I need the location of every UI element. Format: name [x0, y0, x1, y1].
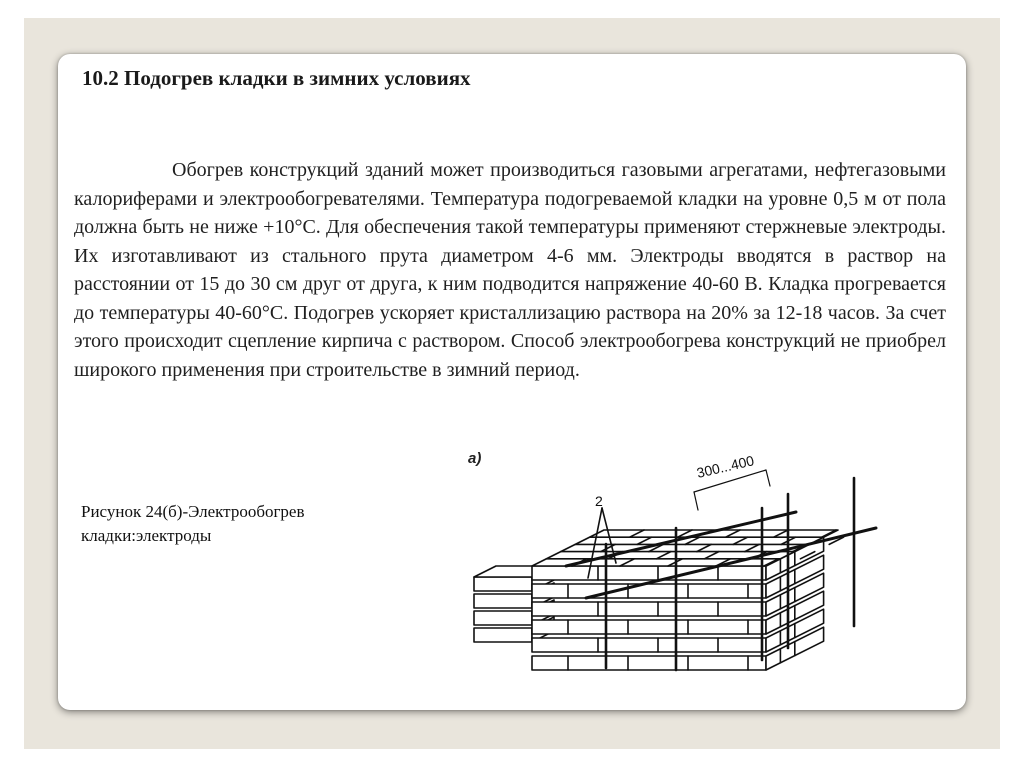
wall-course: [532, 656, 766, 670]
masonry-electrode-drawing: [466, 448, 916, 698]
masonry-electrode-illustration: [466, 448, 916, 698]
dimension-tick: [766, 470, 770, 486]
wall-course: [532, 566, 766, 580]
dimension-label: 300...400: [695, 452, 756, 481]
wall-course: [532, 602, 766, 616]
callout-label: 2: [595, 493, 603, 509]
figure-caption: Рисунок 24(б)-Электрообогрев кладки:электроды: [81, 502, 305, 545]
brick-face: [474, 594, 532, 608]
body-paragraph: Обогрев конструкций зданий может производиться газовыми агрегатами, нефтегазовыми калориферами и электрообогревателями. Температура подогреваемой кладки на уровне 0,5 м от пола должна быть не ниже +10°С. Для обеспечения такой температуры применяют стержневые электроды. Их изготавливают из стального прута диаметром 4-6 мм. Электроды вводятся в раствор на расстоянии от 15 до 30 см друг от друга, к ним подводится напряжение 40-60 В. Кладка прогревается до температуры 40-60°С. Подогрев ускоряет кристаллизацию раствора на 20% за 12-18 часов. За счет этого происходит сцепление кирпича с раствором. Способ электрообогрева конструкций не приобрел широкого применения при строительстве в зимний период.: [74, 159, 946, 381]
panel-label: а): [468, 450, 482, 467]
dimension-tick: [694, 492, 698, 510]
brick-face: [474, 611, 532, 625]
brick-face: [474, 628, 532, 642]
brick-face: [474, 577, 532, 591]
wall-course: [532, 584, 766, 598]
wall-course: [532, 638, 766, 652]
slide-title: 10.2 Подогрев кладки в зимних условиях: [82, 66, 471, 90]
wall-course: [532, 620, 766, 634]
